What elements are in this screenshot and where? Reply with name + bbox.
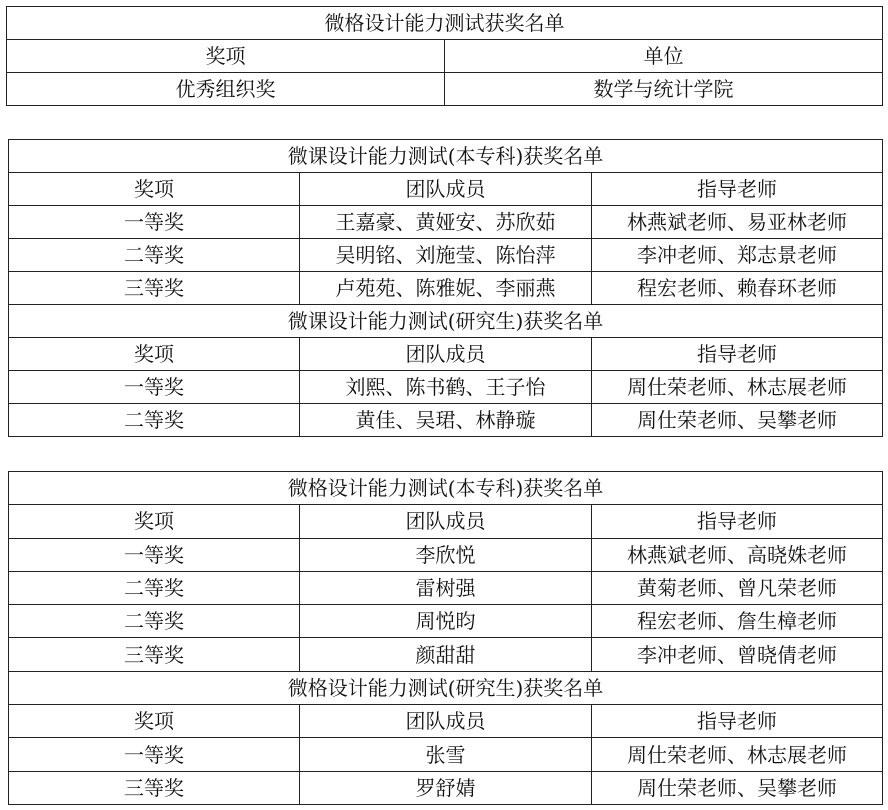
cell-award: 优秀组织奖: [7, 73, 445, 106]
table-row: [9, 206, 883, 239]
section-title-row: [9, 305, 883, 338]
cell-members: 雷树强: [300, 571, 592, 604]
award-table-microlesson: [8, 139, 883, 437]
header-advisors: 指导老师: [592, 505, 883, 538]
table-header-row: [9, 505, 883, 538]
header-unit: 单位: [445, 40, 883, 73]
cell-award: 二等奖: [9, 404, 300, 437]
cell-members: 刘熙、陈书鹤、王子怡: [300, 371, 592, 404]
header-members: 团队成员: [300, 505, 592, 538]
cell-award: 一等奖: [9, 371, 300, 404]
header-award: 奖项: [9, 338, 300, 371]
section-title-row: [9, 140, 883, 173]
cell-advisors: 周仕荣老师、吴攀老师: [592, 404, 883, 437]
header-members: 团队成员: [300, 173, 592, 206]
header-award: 奖项: [7, 40, 445, 73]
table-row: [9, 239, 883, 272]
section-title: 微格设计能力测试(本专科)获奖名单: [9, 472, 883, 505]
section-title: 微课设计能力测试(研究生)获奖名单: [9, 305, 883, 338]
table-row: [9, 605, 883, 638]
cell-award: 二等奖: [9, 605, 300, 638]
table-row: [9, 771, 883, 804]
cell-award: 三等奖: [9, 638, 300, 671]
cell-members: 李欣悦: [300, 538, 592, 571]
cell-award: 三等奖: [9, 771, 300, 804]
cell-award: 一等奖: [9, 206, 300, 239]
section-title: 微格设计能力测试(研究生)获奖名单: [9, 671, 883, 704]
table-row: [9, 404, 883, 437]
table-header-row: [9, 173, 883, 206]
cell-members: 罗舒婧: [300, 771, 592, 804]
cell-advisors: 程宏老师、詹生樟老师: [592, 605, 883, 638]
award-table-organization: [6, 6, 883, 106]
cell-advisors: 周仕荣老师、林志展老师: [592, 371, 883, 404]
cell-award: 二等奖: [9, 239, 300, 272]
cell-members: 王嘉豪、黄娅安、苏欣茹: [300, 206, 592, 239]
cell-award: 一等奖: [9, 538, 300, 571]
header-members: 团队成员: [300, 338, 592, 371]
cell-members: 吴明铭、刘施莹、陈怡萍: [300, 239, 592, 272]
section-title-row: [9, 472, 883, 505]
cell-advisors: 李冲老师、郑志景老师: [592, 239, 883, 272]
table-row: [9, 272, 883, 305]
table-row: [9, 738, 883, 771]
table-row: [9, 638, 883, 671]
cell-award: 一等奖: [9, 738, 300, 771]
header-advisors: 指导老师: [592, 173, 883, 206]
table-row: [9, 538, 883, 571]
header-advisors: 指导老师: [592, 338, 883, 371]
header-members: 团队成员: [300, 705, 592, 738]
cell-members: 黄佳、吴珺、林静璇: [300, 404, 592, 437]
table-title: 微格设计能力测试获奖名单: [7, 7, 883, 40]
cell-advisors: 林燕斌老师、高晓姝老师: [592, 538, 883, 571]
cell-advisors: 周仕荣老师、林志展老师: [592, 738, 883, 771]
table-header-row: [7, 40, 883, 73]
table-row: [7, 73, 883, 106]
cell-advisors: 周仕荣老师、吴攀老师: [592, 771, 883, 804]
cell-advisors: 黄菊老师、曾凡荣老师: [592, 571, 883, 604]
cell-advisors: 林燕斌老师、易亚林老师: [592, 206, 883, 239]
header-award: 奖项: [9, 705, 300, 738]
cell-award: 二等奖: [9, 571, 300, 604]
cell-unit: 数学与统计学院: [445, 73, 883, 106]
table-header-row: [9, 705, 883, 738]
header-award: 奖项: [9, 505, 300, 538]
table-row: [9, 571, 883, 604]
cell-members: 颜甜甜: [300, 638, 592, 671]
cell-members: 卢苑苑、陈雅妮、李丽燕: [300, 272, 592, 305]
table-row: [9, 371, 883, 404]
section-title-row: [9, 671, 883, 704]
header-award: 奖项: [9, 173, 300, 206]
cell-members: 张雪: [300, 738, 592, 771]
award-table-microteaching: [8, 471, 883, 805]
header-advisors: 指导老师: [592, 705, 883, 738]
cell-members: 周悦昀: [300, 605, 592, 638]
table-title-row: [7, 7, 883, 40]
cell-advisors: 程宏老师、赖春环老师: [592, 272, 883, 305]
cell-advisors: 李冲老师、曾晓倩老师: [592, 638, 883, 671]
cell-award: 三等奖: [9, 272, 300, 305]
section-title: 微课设计能力测试(本专科)获奖名单: [9, 140, 883, 173]
table-header-row: [9, 338, 883, 371]
